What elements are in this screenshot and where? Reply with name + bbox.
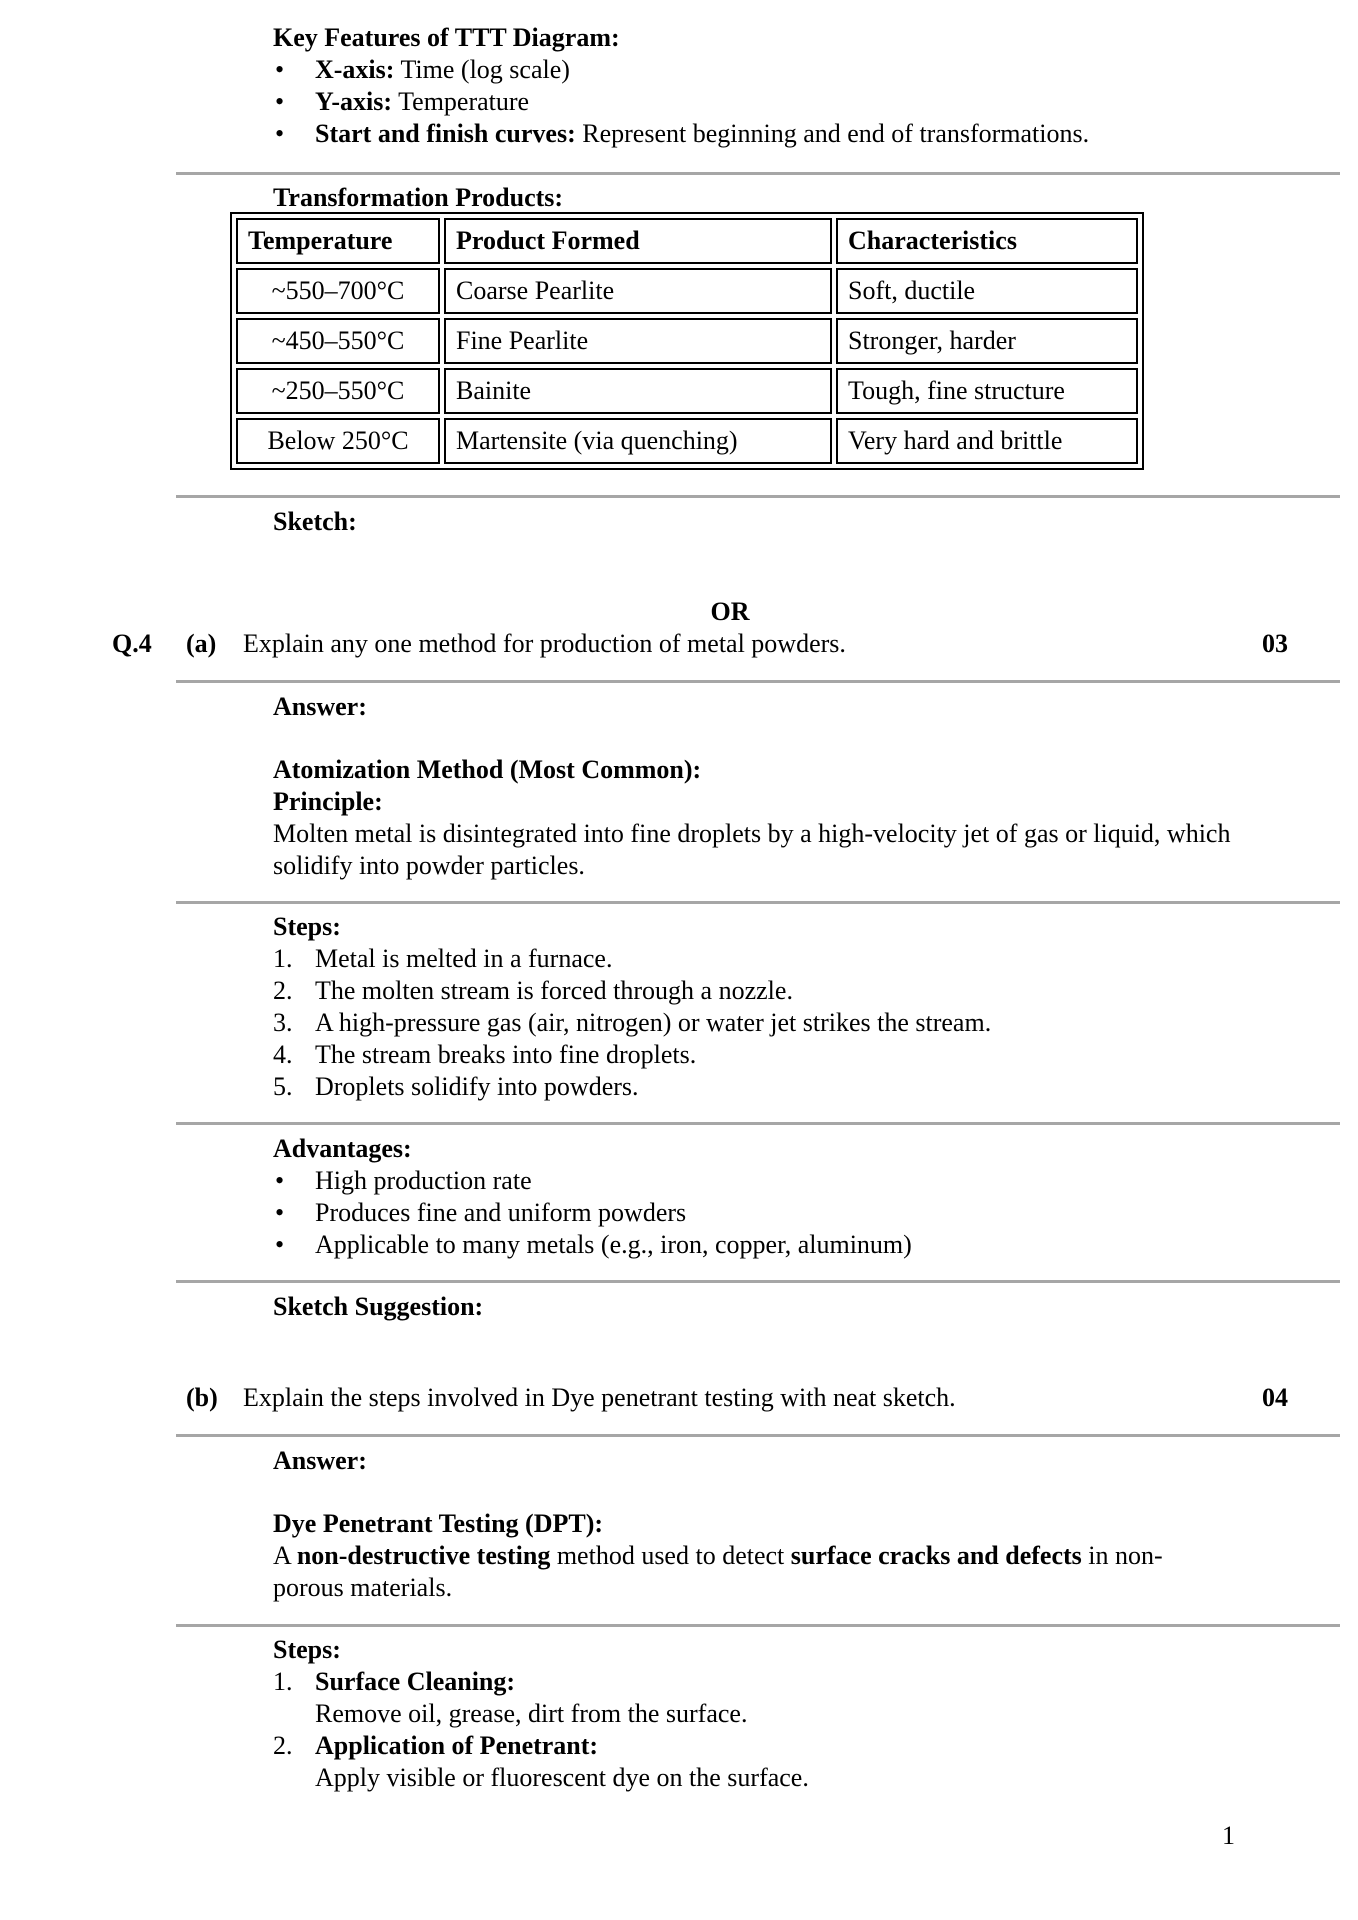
step-text: Metal is melted in a furnace. [315,944,613,973]
question-marks: 03 [1262,629,1288,658]
table-row [236,368,1138,414]
step-text: A high-pressure gas (air, nitrogen) or water jet strikes the stream. [315,1008,992,1037]
page-number: 1 [1222,1821,1235,1850]
text-run: in non-porous materials. [273,1541,1163,1602]
question-part-label: (a) [186,629,217,658]
text-run-bold: surface cracks and defects [790,1541,1082,1570]
products-table-wrapper [230,212,1144,470]
list-item: 5. Droplets solidify into powders. [273,1072,639,1101]
step-title: Application of Penetrant: [315,1731,599,1760]
advantages-section [273,1133,1273,1261]
table-cell: Stronger, harder [836,318,1138,364]
divider [176,1434,1340,1437]
divider [176,1122,1340,1125]
dpt-heading: Dye Penetrant Testing (DPT): [273,1509,604,1538]
column-header: Product Formed [444,218,832,264]
list-item [273,1197,1273,1229]
text-run: method used to detect [550,1541,791,1570]
bullet-text: Represent beginning and end of transformations. [575,119,1090,148]
table-cell: Bainite [444,368,832,414]
step-title: Surface Cleaning: [315,1667,516,1696]
question-marks: 04 [1262,1383,1288,1412]
table-cell: Tough, fine structure [836,368,1138,414]
dpt-steps-section [273,1634,1273,1794]
products-table [230,212,1144,470]
bullet-icon: • [275,1166,285,1195]
question-text: Explain any one method for production of metal powders. [243,629,846,658]
step-text: The molten stream is forced through a nozzle. [315,976,793,1005]
steps-section [273,911,1273,1103]
bullet-label: X-axis: [315,55,395,84]
list-item: 2. Application of Penetrant: Apply visible or fluorescent dye on the surface. [273,1731,809,1792]
text-run-bold: non-destructive testing [296,1541,551,1570]
divider [176,680,1340,683]
principle-heading: Principle: [273,787,383,816]
atomization-section [273,754,1273,882]
ttt-heading: Key Features of TTT Diagram: [273,23,620,52]
list-item [273,54,1273,86]
bullet-icon: • [275,55,285,84]
table-cell: Martensite (via quenching) [444,418,832,464]
advantages-list [273,1165,1273,1261]
question-part-label: (b) [186,1383,218,1412]
or-separator: OR [710,597,750,626]
bullet-text: Temperature [392,87,530,116]
dpt-steps-list [273,1666,1273,1794]
bullet-icon: • [275,1230,285,1259]
advantage-text: Produces fine and uniform powders [315,1198,687,1227]
table-cell: Soft, ductile [836,268,1138,314]
method-heading: Atomization Method (Most Common): [273,755,702,784]
dpt-section [273,1508,1273,1604]
list-item: 3. A high-pressure gas (air, nitrogen) or water jet strikes the stream. [273,1008,992,1037]
column-header: Characteristics [836,218,1138,264]
text-run: A [273,1541,297,1570]
steps-heading: Steps: [273,1635,341,1664]
divider [176,495,1340,498]
sketch-heading: Sketch: [273,507,357,536]
table-cell: Very hard and brittle [836,418,1138,464]
table-cell: ~450–550°C [236,318,440,364]
ttt-section [273,22,1273,150]
answer-label: Answer: [273,1446,367,1475]
table-header-row [236,218,1138,264]
bullet-label: Y-axis: [315,87,393,116]
steps-heading: Steps: [273,912,341,941]
list-item: 1. Metal is melted in a furnace. [273,944,613,973]
table-row [236,418,1138,464]
table-cell: Coarse Pearlite [444,268,832,314]
column-header: Temperature [236,218,440,264]
divider [176,1624,1340,1627]
divider [176,901,1340,904]
list-item [273,1165,1273,1197]
list-item: 2. The molten stream is forced through a nozzle. [273,976,793,1005]
step-detail: Remove oil, grease, dirt from the surface. [315,1699,748,1728]
dpt-text [273,1540,1233,1604]
bullet-text: Time (log scale) [394,55,570,84]
list-item: 4. The stream breaks into fine droplets. [273,1040,697,1069]
steps-list [273,943,1273,1103]
answer-label: Answer: [273,692,367,721]
table-cell: Below 250°C [236,418,440,464]
bullet-label: Start and finish curves: [315,119,576,148]
question-number: Q.4 [112,629,152,658]
table-cell: ~250–550°C [236,368,440,414]
bullet-icon: • [275,1198,285,1227]
sketch-suggestion-heading: Sketch Suggestion: [273,1292,484,1321]
list-item [273,1229,1273,1261]
divider [176,172,1340,175]
bullet-icon: • [275,87,285,116]
table-cell: ~550–700°C [236,268,440,314]
step-detail: Apply visible or fluorescent dye on the surface. [315,1763,809,1792]
divider [176,1280,1340,1283]
table-row [236,268,1138,314]
list-item: 1. Surface Cleaning: Remove oil, grease, dirt from the surface. [273,1667,748,1728]
advantage-text: Applicable to many metals (e.g., iron, copper, aluminum) [315,1230,912,1259]
bullet-icon: • [275,119,285,148]
list-item [273,86,1273,118]
products-heading: Transformation Products: [273,183,564,212]
list-item [273,118,1273,150]
advantages-heading: Advantages: [273,1134,412,1163]
advantage-text: High production rate [315,1166,532,1195]
step-text: The stream breaks into fine droplets. [315,1040,697,1069]
ttt-bullet-list [273,54,1273,150]
principle-text: Molten metal is disintegrated into fine droplets by a high-velocity jet of gas or liquid, which solidify into powder particles. [273,819,1231,880]
table-row [236,318,1138,364]
table-cell: Fine Pearlite [444,318,832,364]
step-text: Droplets solidify into powders. [315,1072,639,1101]
question-text: Explain the steps involved in Dye penetrant testing with neat sketch. [243,1383,956,1412]
